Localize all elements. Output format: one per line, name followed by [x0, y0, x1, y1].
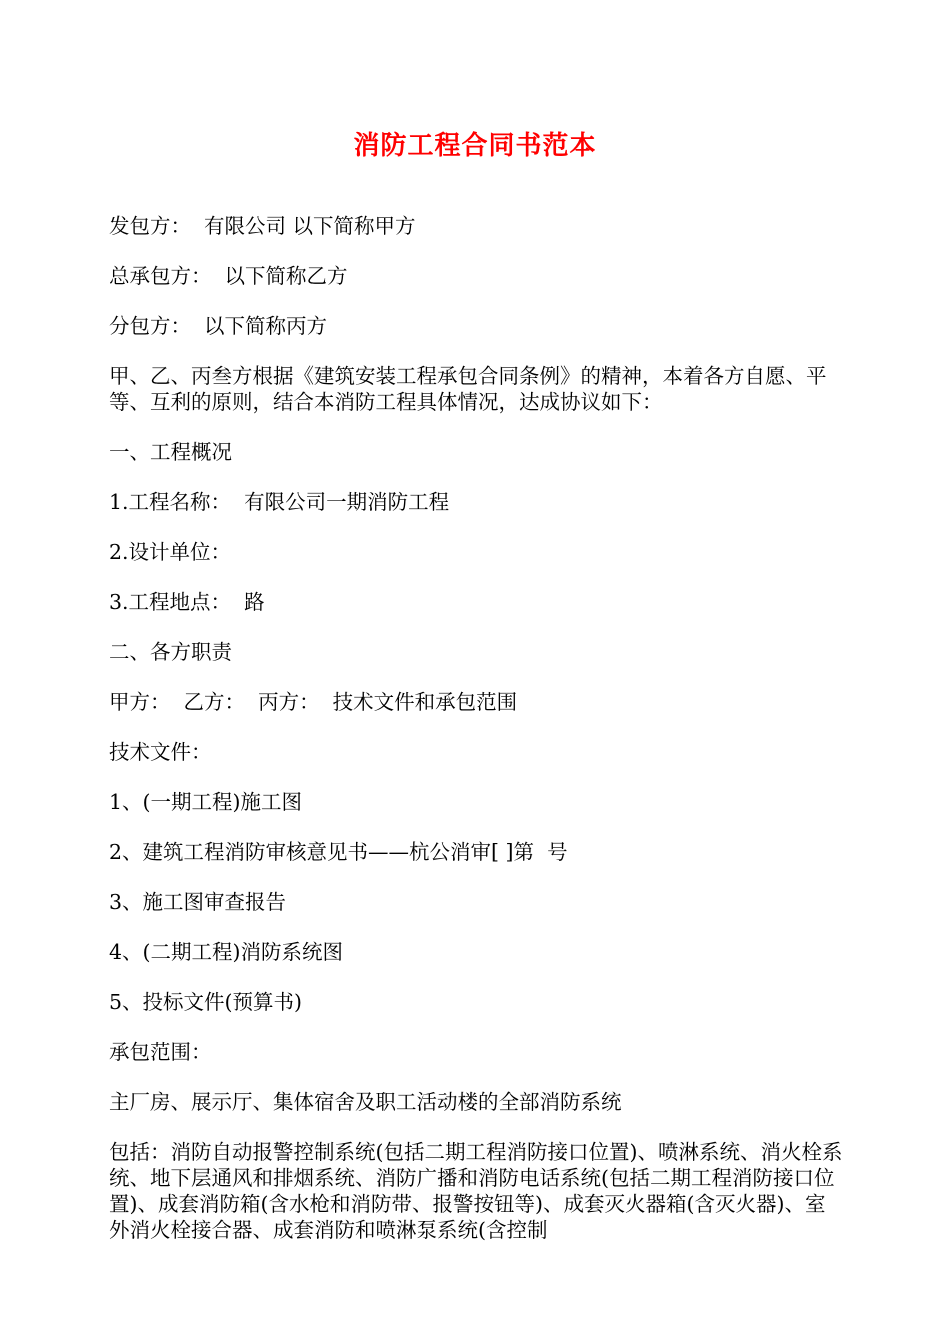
- list-item: 2、建筑工程消防审核意见书——杭公消审[ ]第 号: [109, 840, 568, 864]
- list-item: 5、投标文件(预算书): [109, 990, 303, 1014]
- paragraph-project-location: 3.工程地点： 路: [109, 590, 265, 614]
- paragraph-parties-scope: 甲方： 乙方： 丙方： 技术文件和承包范围: [109, 690, 518, 714]
- paragraph-scope-includes: 包括：消防自动报警控制系统(包括二期工程消防接口位置)、喷淋系统、消火栓系统、地下层通风和排烟系统、消防广播和消防电话系统(包括二期工程消防接口位置)、成套消防箱(含水枪和消防带、报警按钮等)、成套灭火器箱(含灭火器)、室外消火栓接合器、成套消防和喷淋泵系统(含控制: [109, 1140, 843, 1242]
- section-heading-responsibilities: 二、各方职责: [109, 640, 232, 664]
- paragraph-subcontractor: 分包方： 以下简称丙方: [109, 314, 328, 338]
- paragraph-general-contractor: 总承包方： 以下简称乙方: [109, 264, 348, 288]
- list-item: 1、(一期工程)施工图: [109, 790, 303, 814]
- list-item: 3、施工图审查报告: [109, 890, 287, 914]
- section-heading-project-overview: 一、工程概况: [109, 440, 232, 464]
- paragraph-agreement-intro: 甲、乙、丙叁方根据《建筑安装工程承包合同条例》的精神，本着各方自愿、平等、互利的原则，结合本消防工程具体情况，达成协议如下：: [109, 364, 827, 414]
- paragraph-technical-documents-label: 技术文件：: [109, 740, 212, 764]
- paragraph-project-name: 1.工程名称： 有限公司一期消防工程: [109, 490, 450, 514]
- paragraph-design-unit: 2.设计单位：: [109, 540, 232, 564]
- list-item: 4、(二期工程)消防系统图: [109, 940, 344, 964]
- paragraph-contracting-party: 发包方： 有限公司 以下简称甲方: [109, 214, 416, 238]
- document-body: [109, 213, 844, 1267]
- paragraph-scope-label: 承包范围：: [109, 1040, 212, 1064]
- paragraph-scope-buildings: 主厂房、展示厅、集体宿舍及职工活动楼的全部消防系统: [109, 1090, 622, 1114]
- page-title: 消防工程合同书范本: [353, 131, 597, 161]
